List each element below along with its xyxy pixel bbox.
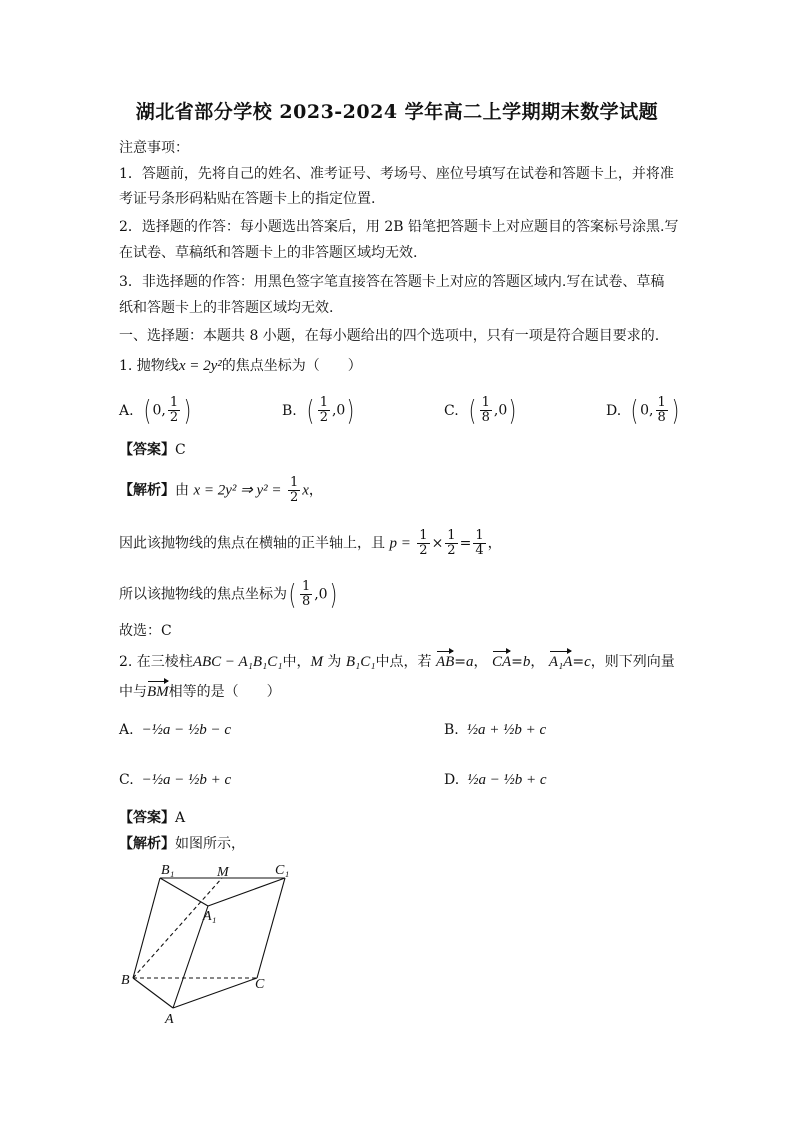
analysis-label: 【解析】 — [119, 836, 175, 852]
q2-stem-2 — [119, 682, 281, 702]
answer-label: 【答案】 — [119, 442, 175, 458]
vector-ca: CA — [491, 654, 512, 670]
option-text: −½a − ½b − c — [141, 722, 232, 738]
option-fraction: $\frac{1}{2}$ — [319, 395, 328, 425]
note-2a: 2．选择题的作答：每小题选出答案后，用 2B 铅笔把答题卡上对应题目的答案标号涂黑.写 — [119, 219, 679, 235]
page-title: 湖北省部分学校 2023-2024 学年高二上学期期末数学试题 — [135, 101, 659, 123]
option-letter: B. — [282, 402, 297, 419]
answer-label: 【答案】 — [119, 810, 175, 826]
option-letter: A. — [119, 722, 134, 738]
option-a-value: 0 — [152, 402, 162, 419]
prism-figure — [115, 860, 315, 1030]
option-b-value: 0 — [336, 402, 346, 419]
q2-text: 为 — [327, 654, 342, 670]
q2-answer — [119, 808, 185, 828]
vector-bm: BM — [147, 684, 169, 700]
q2-option-d — [444, 770, 547, 790]
q2-text: 中， — [282, 654, 311, 670]
analysis-punct: ， — [487, 535, 502, 552]
q1-analysis-2: 因此该抛物线的焦点在横轴的正半轴上，且 p = $\frac{1}{2}$ × $\frac{1}{2}$ = $\frac{1}{4}$ ， — [119, 528, 502, 558]
option-letter: C. — [444, 402, 459, 419]
option-letter: D. — [606, 402, 622, 419]
q2-analysis — [119, 834, 245, 854]
analysis-text: 因此该抛物线的焦点在横轴的正半轴上，且 — [119, 535, 385, 552]
vector-b: b — [522, 654, 531, 670]
q1-option-b: B. ( $\frac{1}{2}$ ,0) — [282, 393, 355, 427]
option-text: ½a − ½b + c — [467, 772, 547, 788]
option-letter: A. — [119, 402, 134, 419]
q2-text: 中与 — [119, 684, 147, 700]
note-1a: 1．答题前，先将自己的姓名、准考证号、考场号、座位号填写在试卷和答题卡上，并将准 — [119, 166, 674, 182]
vector-c: c — [584, 654, 591, 670]
option-d-value: 0 — [640, 402, 650, 419]
analysis-text: 所以该抛物线的焦点坐标为 — [119, 586, 287, 603]
q1-stem-eq: x = 2y² — [178, 358, 222, 374]
section-heading: 一、选择题：本题共 8 小题，在每小题给出的四个选项中，只有一项是符合题目要求的. — [119, 328, 660, 344]
q1-stem — [119, 356, 362, 376]
q1-answer — [119, 440, 186, 460]
q2-text: 中点，若 — [375, 654, 432, 670]
analysis-text: 如图所示， — [175, 836, 245, 852]
label-m: M — [217, 865, 229, 880]
vector-a: a — [466, 654, 474, 670]
q2-text: 相等的是（ ） — [168, 684, 281, 700]
q1-option-c: C. ( $\frac{1}{8}$ ,0) — [444, 393, 517, 427]
note-3a: 3．非选择题的作答：用黑色签字笔直接答在答题卡上对应的答题区域内.写在试卷、草稿 — [119, 274, 665, 290]
q2-prism: ABC − A₁B₁C₁ — [192, 654, 283, 670]
label-b1: B₁ — [161, 863, 175, 878]
q1-option-a: A. ( 0, $\frac{1}{2}$ ) — [119, 393, 192, 427]
option-fraction: $\frac{1}{8}$ — [481, 395, 490, 425]
option-letter: C. — [119, 772, 134, 788]
edge-ac — [173, 978, 257, 1008]
edge-c1a1 — [208, 878, 285, 906]
option-c-value: 0 — [498, 402, 508, 419]
q1-stem-pre: 1. 抛物线 — [119, 358, 179, 374]
q2-point-m: M — [310, 654, 323, 670]
analysis-eq-var: x — [302, 482, 309, 499]
note-1b: 考证号条形码粘贴在答题卡上的指定位置. — [119, 191, 376, 207]
q1-option-d: D. ( 0, $\frac{1}{8}$ ) — [606, 393, 680, 427]
option-letter: D. — [444, 772, 460, 788]
note-2b: 在试卷、草稿纸和答题卡上的非答题区域均无效. — [119, 245, 418, 261]
label-c: C — [255, 977, 265, 992]
option-fraction: $\frac{1}{8}$ — [657, 395, 666, 425]
q2-stem-1: 2. 在三棱柱ABC − A₁B₁C₁中，M 为 B₁C₁中点，若 AB=a， CA=b， A₁A=c，则下列向量 — [119, 654, 675, 670]
q1-analysis-3: 所以该抛物线的焦点坐标为( $\frac{1}{8}$ ,0) — [119, 577, 337, 611]
note-3b: 纸和答题卡上的非答题区域均无效. — [119, 300, 334, 316]
q2-option-b — [444, 720, 546, 740]
answer-value: A — [175, 810, 186, 826]
label-a: A — [165, 1012, 174, 1027]
vector-a1a: A₁A — [548, 654, 573, 670]
vector-ab: AB — [435, 654, 455, 670]
q1-stem-post: 的焦点坐标为（ ） — [221, 358, 362, 374]
label-b: B — [121, 973, 130, 988]
q2-option-c — [119, 770, 231, 790]
notes-heading: 注意事项： — [119, 140, 189, 156]
edge-ba — [133, 978, 173, 1008]
analysis-punct: ， — [308, 482, 323, 499]
edge-c1c — [257, 878, 285, 978]
option-text: −½a − ½b + c — [141, 772, 232, 788]
option-letter: B. — [444, 722, 459, 738]
answer-value: C — [175, 442, 186, 458]
analysis-label: 【解析】 — [119, 482, 175, 499]
label-a1: A₁ — [203, 909, 217, 924]
option-text: ½a + ½b + c — [466, 722, 547, 738]
q1-conclusion: 故选：C — [119, 623, 172, 639]
q2-segment: B₁C₁ — [345, 654, 376, 670]
analysis-eq: p = — [389, 535, 411, 552]
option-fraction: $\frac{1}{2}$ — [169, 395, 179, 425]
analysis-eq: x = 2y² ⇒ y² = — [193, 482, 282, 499]
q1-analysis-1: 【解析】由 x = 2y² ⇒ y² = $\frac{1}{2}$ x， — [119, 475, 323, 505]
q2-option-a — [119, 720, 231, 740]
q2-text: 2. 在三棱柱 — [119, 654, 193, 670]
analysis-text: 由 — [175, 482, 189, 499]
label-c1: C₁ — [275, 863, 290, 878]
edge-b1b — [133, 878, 160, 978]
q2-text: ，则下列向量 — [590, 654, 675, 670]
